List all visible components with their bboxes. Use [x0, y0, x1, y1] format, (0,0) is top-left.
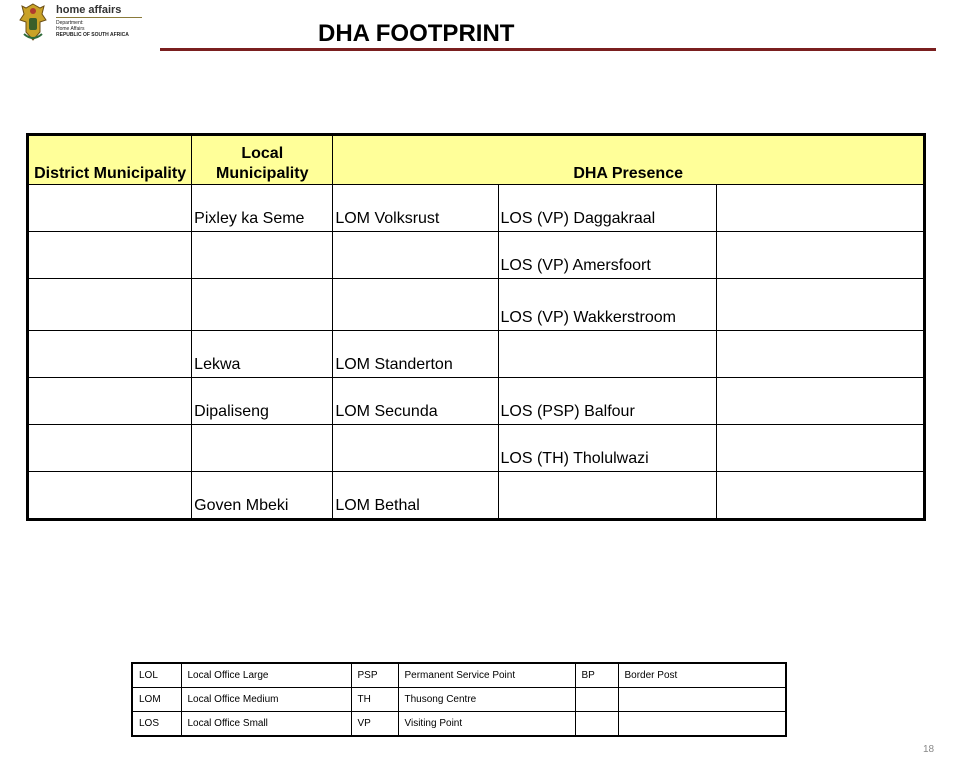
table-cell	[716, 232, 924, 279]
table-cell: Dipaliseng	[192, 378, 333, 425]
legend-description: Local Office Large	[181, 663, 351, 688]
table-cell: LOM Bethal	[333, 472, 498, 520]
table-cell	[192, 232, 333, 279]
legend-table	[131, 662, 787, 737]
table-cell	[28, 472, 192, 520]
table-cell	[333, 279, 498, 331]
header-local: Local Municipality	[192, 135, 333, 185]
table-cell: LOM Volksrust	[333, 185, 498, 232]
table-cell: Goven Mbeki	[192, 472, 333, 520]
dept-line-3: REPUBLIC OF SOUTH AFRICA	[56, 32, 129, 38]
dept-line-1: Department:	[56, 20, 84, 26]
legend-row	[132, 688, 786, 712]
table-row	[28, 378, 925, 425]
legend-description: Thusong Centre	[398, 688, 575, 712]
legend-description: Local Office Medium	[181, 688, 351, 712]
table-cell	[716, 425, 924, 472]
table-row	[28, 279, 925, 331]
legend-description: Local Office Small	[181, 712, 351, 737]
legend-description: Permanent Service Point	[398, 663, 575, 688]
table-cell	[498, 331, 716, 378]
legend-abbreviation	[575, 712, 618, 737]
table-cell	[716, 279, 924, 331]
legend-abbreviation: LOM	[132, 688, 181, 712]
table-cell	[192, 279, 333, 331]
table-cell	[716, 185, 924, 232]
header-district: District Municipality	[28, 135, 192, 185]
legend-description: Visiting Point	[398, 712, 575, 737]
department-logo	[18, 2, 148, 46]
table-cell	[28, 185, 192, 232]
logo-text	[56, 4, 142, 38]
table-cell: LOM Standerton	[333, 331, 498, 378]
table-cell	[28, 279, 192, 331]
table-cell	[192, 425, 333, 472]
legend-abbreviation: TH	[351, 688, 398, 712]
table-cell	[28, 331, 192, 378]
table-row	[28, 472, 925, 520]
table-cell: Lekwa	[192, 331, 333, 378]
table-cell: LOM Secunda	[333, 378, 498, 425]
legend-abbreviation: BP	[575, 663, 618, 688]
table-cell: LOS (PSP) Balfour	[498, 378, 716, 425]
legend-row	[132, 712, 786, 737]
table-cell	[28, 232, 192, 279]
legend-description	[618, 712, 786, 737]
legend-abbreviation: PSP	[351, 663, 398, 688]
table-row	[28, 232, 925, 279]
coat-of-arms-icon	[18, 2, 48, 42]
header-presence: DHA Presence	[333, 135, 925, 185]
legend-abbreviation: LOS	[132, 712, 181, 737]
table-cell	[716, 331, 924, 378]
table-cell: Pixley ka Seme	[192, 185, 333, 232]
legend-abbreviation: VP	[351, 712, 398, 737]
legend-description	[618, 688, 786, 712]
legend-row	[132, 663, 786, 688]
table-row	[28, 425, 925, 472]
table-cell	[498, 472, 716, 520]
table-row	[28, 331, 925, 378]
table-cell: LOS (TH) Tholulwazi	[498, 425, 716, 472]
table-cell: LOS (VP) Amersfoort	[498, 232, 716, 279]
table-cell	[333, 425, 498, 472]
legend-description: Border Post	[618, 663, 786, 688]
footprint-table	[26, 133, 926, 521]
legend-abbreviation	[575, 688, 618, 712]
table-cell	[716, 472, 924, 520]
table-cell	[28, 378, 192, 425]
brand-divider	[56, 17, 142, 18]
table-cell: LOS (VP) Wakkerstroom	[498, 279, 716, 331]
legend-abbreviation: LOL	[132, 663, 181, 688]
page-number: 18	[923, 744, 935, 755]
table-cell: LOS (VP) Daggakraal	[498, 185, 716, 232]
table-row	[28, 185, 925, 232]
table-cell	[28, 425, 192, 472]
table-cell	[333, 232, 498, 279]
table-header-row	[28, 135, 925, 185]
table-cell	[716, 378, 924, 425]
title-divider	[160, 48, 936, 51]
brand-name: home affairs	[56, 4, 122, 16]
page-title: DHA FOOTPRINT	[318, 20, 515, 47]
dept-line-2: Home Affairs	[56, 26, 85, 32]
